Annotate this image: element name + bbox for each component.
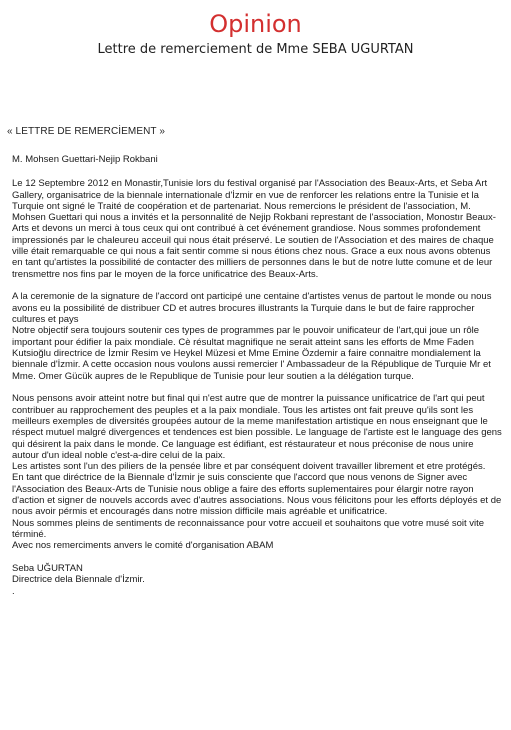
paragraph-3a: Nous pensons avoir atteint notre but final qui n'est autre que de montrer la puissance unificatrice de l'art qui peut contribuer au rapprochement des peuples et a la paix mondiale. Tous les artistes ont fait preuve qu'ils sont les meilleurs exemples de diversités groupées autour de la meme manifestation artistique en nous enseignant que le réspect mutuel malgré divergences et tendences est bien possible. Le language de l'artiste est le language des gens qui désirent la paix dans le monde. Ce language est édifiant, est réstaurateur et nous préconise de nous unire autour d'un ideal noble c'est-a-dire celui de la paix. bbox=[12, 393, 502, 461]
paragraph-2a: A la ceremonie de la signature de l'accord ont participé une centaine d'artistes venus de partout le monde ou nous avons eu la possibilité de distribuer CD et autres brocures illustrants la Turquie dans le but de faire rapprocher cultures et pays bbox=[12, 291, 492, 326]
paragraph-3b: Les artistes sont l'un des piliers de la pensée libre et par conséquent doivent travailler librement et etre protégés. bbox=[12, 461, 486, 473]
paragraph-3d: Nous sommes pleins de sentiments de reconnaissance pour votre accueil et souhaitons que votre musé soit vite términé. bbox=[12, 517, 485, 540]
signature-title: Directrice dela Biennale d'İzmir. bbox=[12, 574, 145, 586]
page-title: Opinion bbox=[209, 10, 302, 38]
signature-name: Seba UĞURTAN bbox=[12, 563, 83, 574]
letter-body bbox=[12, 154, 502, 597]
page-subtitle: Lettre de remerciement de Mme SEBA UGURTAN bbox=[97, 42, 414, 57]
trailing-mark: . bbox=[12, 585, 15, 597]
letter-salutation: M. Mohsen Guettari-Nejip Rokbani bbox=[12, 154, 158, 165]
section-label: « LETTRE DE REMERCİEMENT » bbox=[7, 126, 166, 137]
paragraph-1: Le 12 Septembre 2012 en Monastir,Tunisie lors du festival organisé par l'Association des Beaux-Arts, et Seba Art Gallery, organisatrice de la biennale internationale d'İzmir en vue de renforcer les relations entre la Tunisie et la Turquie ont signé le Traité de coopération et de partenariat. Nous remercions le président de l'association, M. Mohsen Guettari qui nous a invités et la personnalité de Nejip Rokbani represtant de l'association, Monostır Beaux-Arts et devons un merci à tous ceux qui ont contribué à cet événement grandiose. Nous sommes profondement impressionés par le chaleureu acceuil qui nous était préservé. Le soutien de l'Association et des maires de chaque ville était remarquable ce qui nous a fait sentir comme si nous étions chez nous. Grace a eux nous avons obtenus en tant qu'artistes la possibilité de contacter des milliers de personnes dans le but de notre lutte comune et de leur trensmettre nos fins par le moyen de la force unificatrice des Beaux-Arts. bbox=[12, 178, 496, 280]
paragraph-3e: Avec nos remerciments anvers le comité d'organisation ABAM bbox=[12, 540, 274, 552]
paragraph-3c: En tant que diréctrice de la Biennale d'İzmir je suis consciente que l'accord que nous venons de Signer avec l'Association des Beaux-Arts de Tunisie nous oblige a faire des efforts suplementaires pour élargir notre rayon d'action et signer de nouvels accords avec d'autres associations. Nous vous félicitons pour les efforts déployés et de nous avoir pérmis et encouragés dans notre mission difficile mais agréable et unificatrice. bbox=[12, 472, 502, 518]
paragraph-2b: Notre objectif sera toujours soutenir ces types de programmes par le pouvoir unificateur de l'art,qui joue un rôle important pour édifier la paix mondiale. Cè résultat magnifique ne serait atteint sans les efforts de Mme Faden Kutsioğlu directrice de İzmir Resim ve Heykel Müzesi et Mme Emine Özdemir a faire connaitre mondialement la biennale d'İzmir. A cette occasion nous voulons aussi remercier l' Ambassadeur de la République de Turquie Mr et Mme. Omer Gücük aupres de le Republique de Tunisie pour leur soutien a la délégation turque. bbox=[12, 325, 491, 382]
page-header bbox=[0, 0, 511, 58]
